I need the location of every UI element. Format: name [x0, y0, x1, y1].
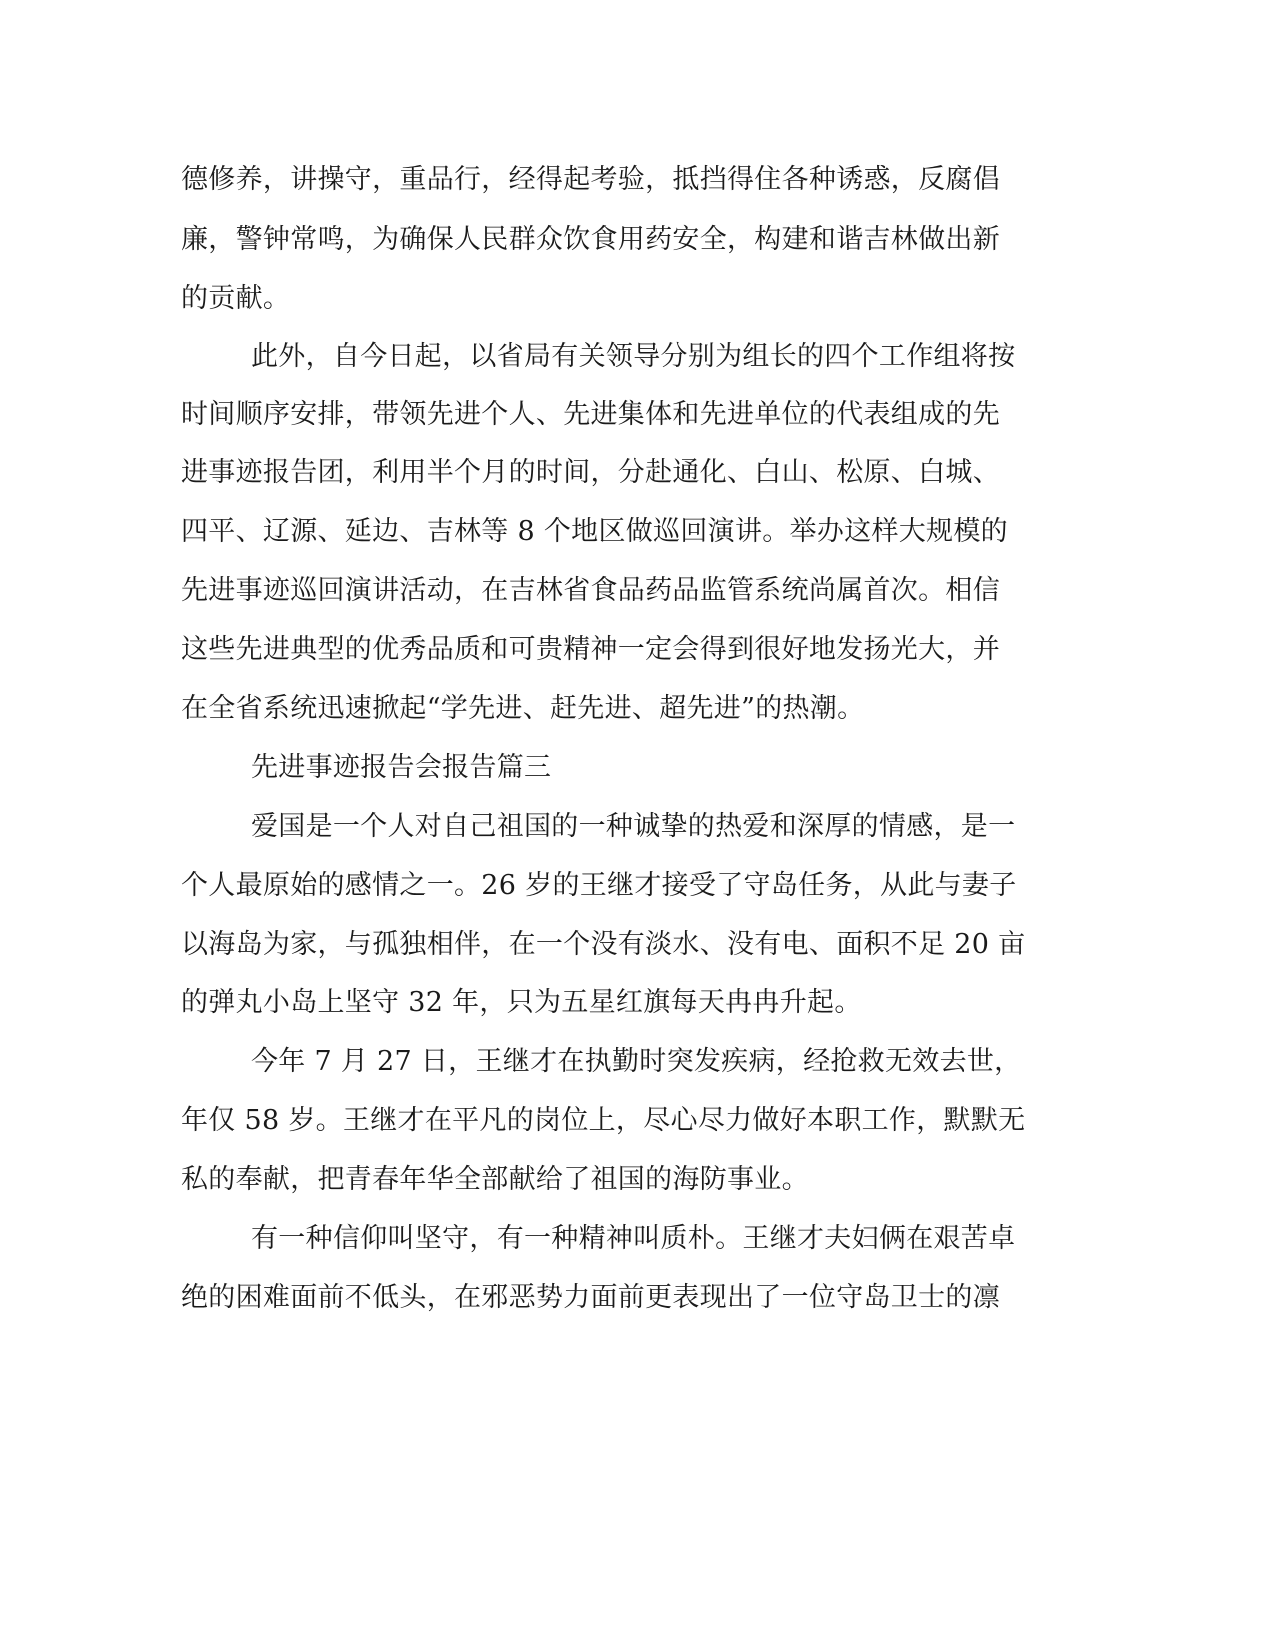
- text-line: 德修养，讲操守，重品行，经得起考验，抵挡得住各种诱惑，反腐倡: [181, 164, 1000, 195]
- paragraph-first-line: 此外，自今日起，以省局有关领导分别为组长的四个工作组将按: [251, 341, 1016, 372]
- text-line: 年仅 58 岁。王继才在平凡的岗位上，尽心尽力做好本职工作，默默无: [181, 1105, 1026, 1136]
- paragraph-first-line: 爱国是一个人对自己祖国的一种诚挚的热爱和深厚的情感，是一: [251, 811, 1016, 842]
- paragraph-first-line: 有一种信仰叫坚守，有一种精神叫质朴。王继才夫妇俩在艰苦卓: [251, 1223, 1016, 1254]
- text-line: 时间顺序安排，带领先进个人、先进集体和先进单位的代表组成的先: [181, 399, 1000, 430]
- text-line: 的贡献。: [181, 283, 291, 314]
- text-line: 廉，警钟常鸣，为确保人民群众饮食用药安全，构建和谐吉林做出新: [181, 224, 1000, 255]
- text-line: 进事迹报告团，利用半个月的时间，分赴通化、白山、松原、白城、: [181, 457, 1000, 488]
- paragraph-first-line: 今年 7 月 27 日，王继才在执勤时突发疾病，经抢救无效去世，: [251, 1046, 1022, 1077]
- text-line: 四平、辽源、延边、吉林等 8 个地区做巡回演讲。举办这样大规模的: [181, 516, 1008, 547]
- text-line: 在全省系统迅速掀起“学先进、赶先进、超先进”的热潮。: [181, 693, 865, 724]
- text-line: 私的奉献，把青春年华全部献给了祖国的海防事业。: [181, 1164, 809, 1195]
- text-line: 这些先进典型的优秀品质和可贵精神一定会得到很好地发扬光大，并: [181, 634, 1000, 665]
- text-line: 先进事迹巡回演讲活动，在吉林省食品药品监管系统尚属首次。相信: [181, 575, 1000, 606]
- text-line: 绝的困难面前不低头，在邪恶势力面前更表现出了一位守岛卫士的凛: [181, 1282, 1000, 1313]
- section-heading: 先进事迹报告会报告篇三: [251, 752, 552, 783]
- text-line: 以海岛为家，与孤独相伴，在一个没有淡水、没有电、面积不足 20 亩: [181, 929, 1026, 960]
- text-line: 个人最原始的感情之一。26 岁的王继才接受了守岛任务，从此与妻子: [181, 870, 1017, 901]
- text-line: 的弹丸小岛上坚守 32 年，只为五星红旗每天冉冉升起。: [181, 987, 862, 1018]
